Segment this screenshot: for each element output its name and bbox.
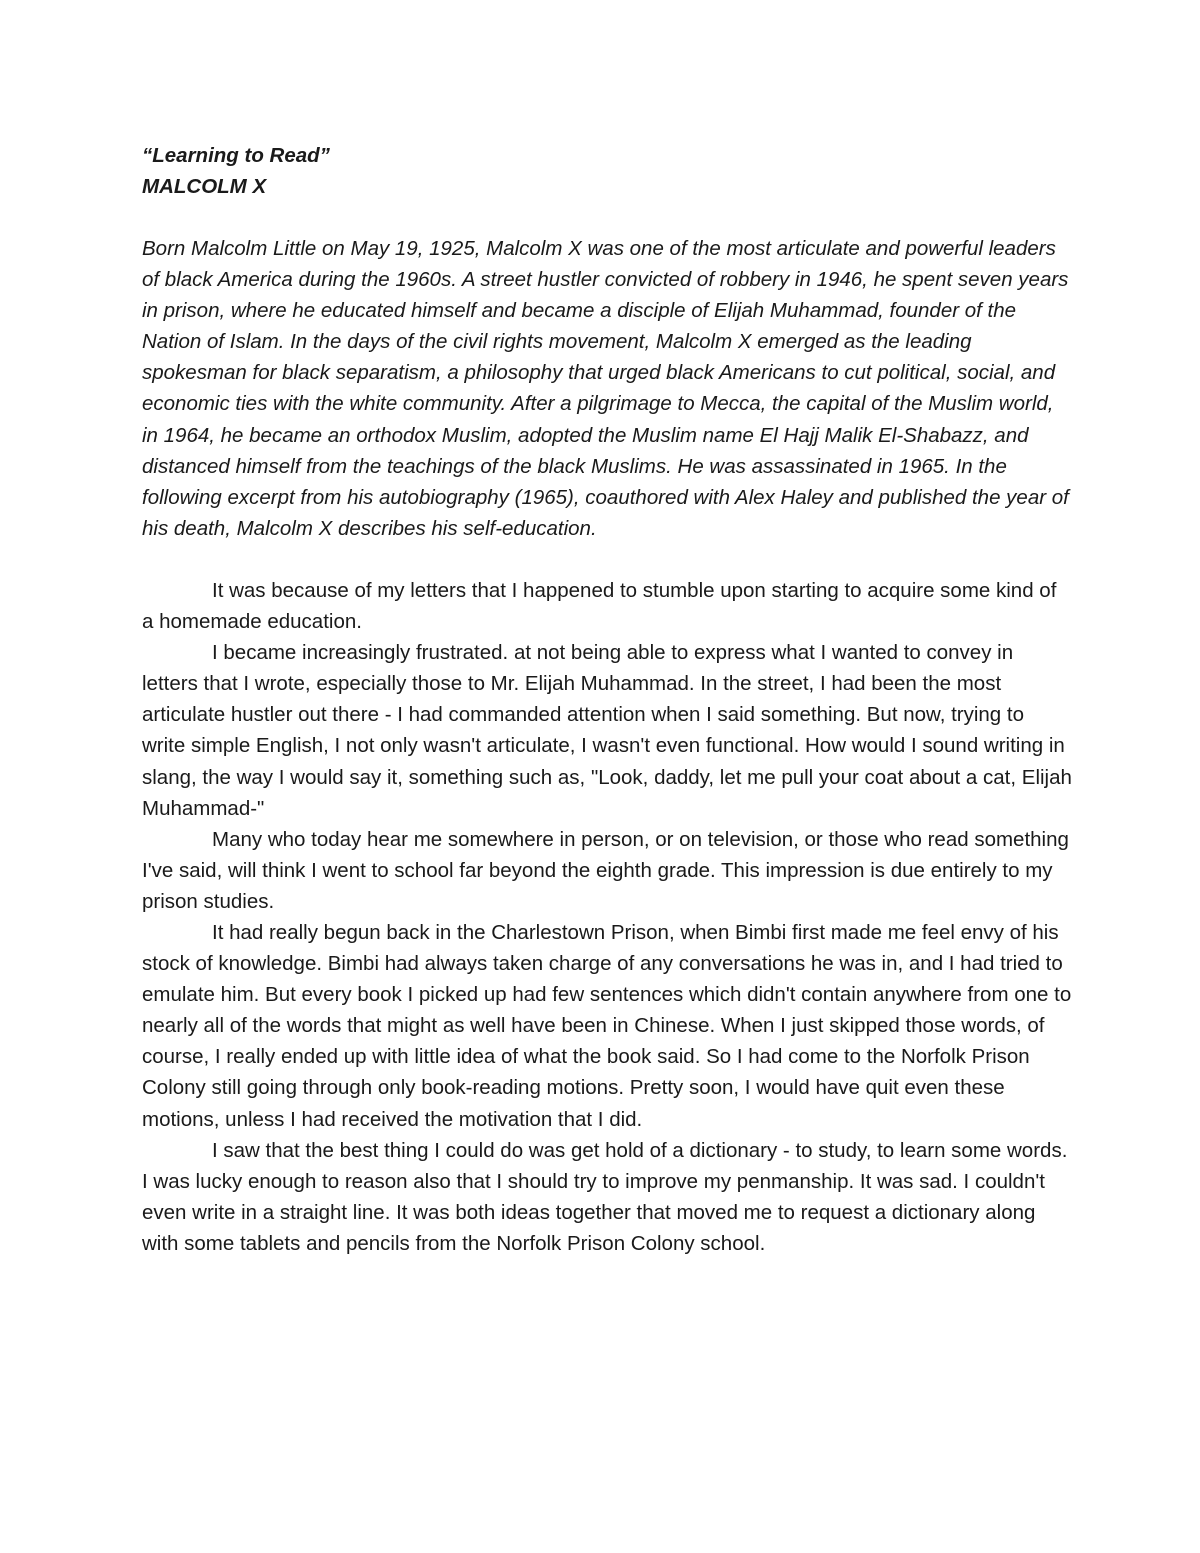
document-page [142, 140, 1072, 1259]
body-paragraph-5: I saw that the best thing I could do was get hold of a dictionary - to study, to learn some words. I was lucky enough to reason also that I should try to improve my penmanship. It was sad. I couldn't even write in a straight line. It was both ideas together that moved me to request a dictionary along with some tablets and pencils from the Norfolk Prison Colony school. [142, 1138, 1068, 1255]
body-paragraph-4: It had really begun back in the Charlestown Prison, when Bimbi first made me feel envy of his stock of knowledge. Bimbi had always taken charge of any conversations he was in, and I had tried to emulate him. But every book I picked up had few sentences which didn't contain anywhere from one to nearly all of the words that might as well have been in Chinese. When I just skipped those words, of course, I really ended up with little idea of what the book said. So I had come to the Norfolk Prison Colony still going through only book-reading motions. Pretty soon, I would have quit even these motions, unless I had received the motivation that I did. [142, 920, 1072, 1131]
intro-paragraph: Born Malcolm Little on May 19, 1925, Malcolm X was one of the most articulate and powerful leaders of black America during the 1960s. A street hustler convicted of robbery in 1946, he spent seven years in prison, where he educated himself and became a disciple of Elijah Muhammad, founder of the Nation of Islam. In the days of the civil rights movement, Malcolm X emerged as the leading spokesman for black separatism, a philosophy that urged black Americans to cut political, social, and economic ties with the white community. After a pilgrimage to Mecca, the capital of the Muslim world, in 1964, he became an orthodox Muslim, adopted the Muslim name El Hajj Malik El-Shabazz, and distanced himself from the teachings of the black Muslims. He was assassinated in 1965. In the following excerpt from his autobiography (1965), coauthored with Alex Haley and published the year of his death, Malcolm X describes his self-education. [142, 237, 1069, 540]
body-paragraph-2: I became increasingly frustrated. at not being able to express what I wanted to convey in letters that I wrote, especially those to Mr. Elijah Muhammad. In the street, I had been the most articulate hustler out there - I had commanded attention when I said something. But now, trying to write simple English, I not only wasn't articulate, I wasn't even functional. How would I sound writing in slang, the way I would say it, something such as, "Look, daddy, let me pull your coat about a cat, Elijah Muhammad-" [142, 641, 1072, 820]
body-paragraph-1: It was because of my letters that I happened to stumble upon starting to acquire some kind of a homemade education. [142, 578, 1057, 634]
author-name: MALCOLM X [142, 175, 267, 198]
body-paragraph-3: Many who today hear me somewhere in person, or on television, or those who read something I've said, will think I went to school far beyond the eighth grade. This impression is due entirely to my prison studies. [142, 827, 1069, 913]
essay-title: “Learning to Read” [142, 144, 330, 167]
